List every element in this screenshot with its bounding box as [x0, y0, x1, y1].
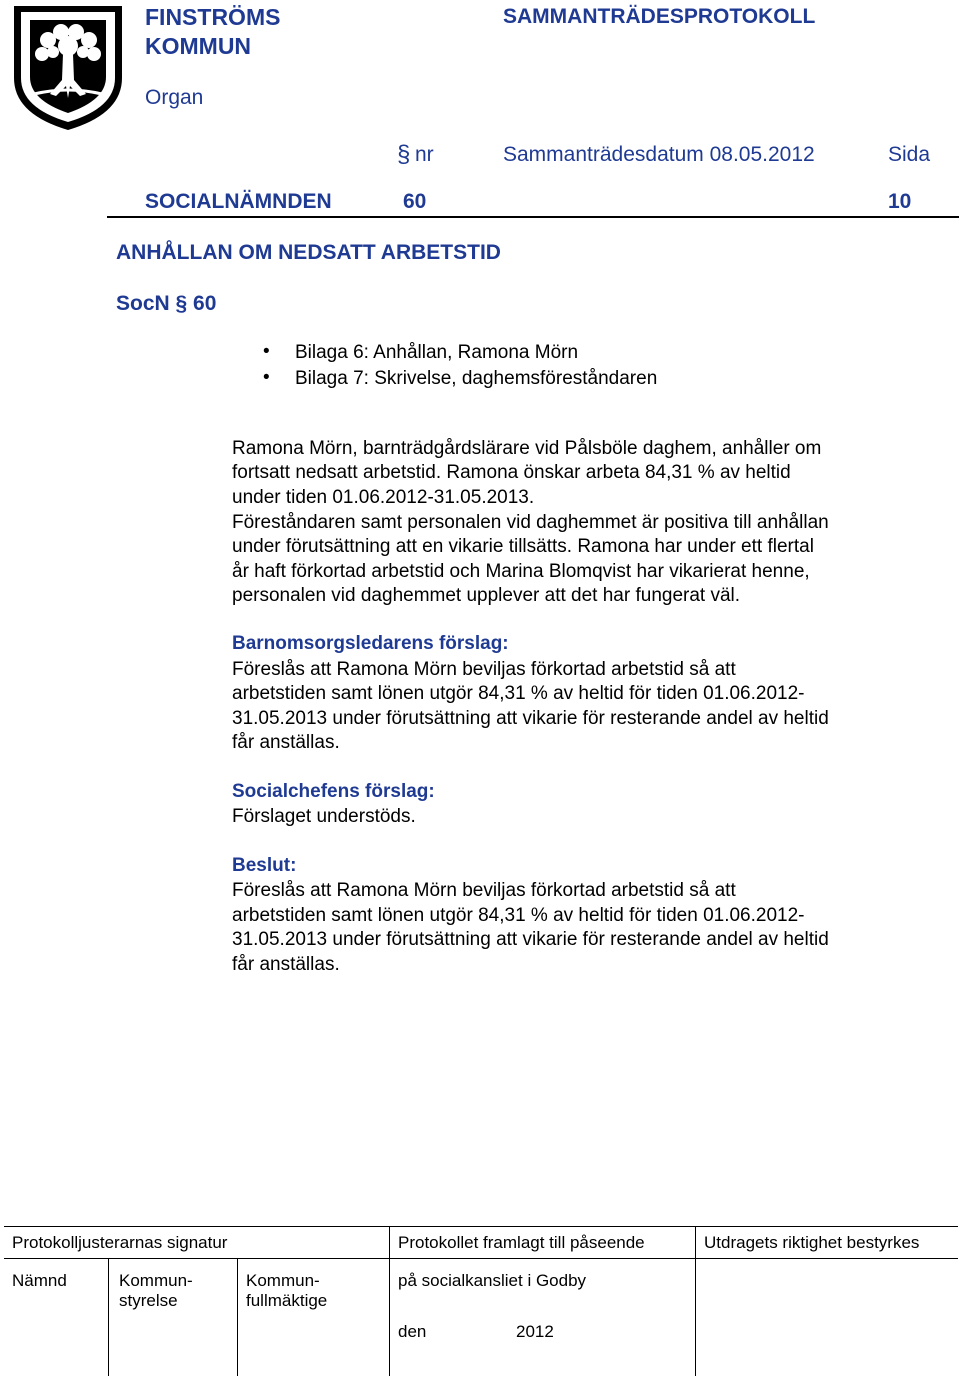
footer-divider [237, 1258, 238, 1376]
page-label: Sida [888, 143, 931, 166]
attachment-bullet: • [263, 367, 270, 388]
proposal-line: får anställas. [232, 732, 340, 753]
extract-label: Utdragets riktighet bestyrkes [704, 1233, 920, 1252]
council-label-line1: Kommun- [246, 1271, 320, 1290]
paragraph-symbol: § [397, 141, 411, 168]
municipality-name-line2: KOMMUN [145, 33, 252, 59]
nr-label: nr [415, 143, 434, 166]
meeting-date: Sammanträdesdatum 08.05.2012 [503, 143, 815, 166]
footer-divider [108, 1258, 109, 1376]
body-line: fortsatt nedsatt arbetstid. Ramona önskar arbeta 84,31 % av heltid [232, 462, 791, 483]
proposal-heading: Socialchefens förslag: [232, 781, 435, 802]
municipality-name-line1: FINSTRÖMS [145, 4, 281, 30]
presented-year: 2012 [516, 1322, 554, 1341]
proposal-line: 31.05.2013 under förutsättning att vikarie för resterande andel av heltid [232, 708, 829, 729]
decision-line: arbetstiden samt lönen utgör 84,31 % av heltid för tiden 01.06.2012- [232, 905, 805, 926]
matter-heading: ANHÅLLAN OM NEDSATT ARBETSTID [116, 241, 501, 264]
presented-date-prefix: den [398, 1322, 427, 1341]
footer-divider [389, 1226, 390, 1376]
decision-line: Föreslås att Ramona Mörn beviljas förkortad arbetstid så att [232, 880, 736, 901]
attachment-bullet: • [263, 341, 270, 362]
decision-heading: Beslut: [232, 855, 297, 876]
decision-line: får anställas. [232, 954, 340, 975]
body-line: Föreståndaren samt personalen vid daghemmet är positiva till anhållan [232, 512, 829, 533]
organ-label: Organ [145, 86, 204, 109]
municipal-board-label-line2: styrelse [119, 1291, 178, 1310]
footer-top-border [4, 1226, 958, 1227]
proposal-line: Föreslås att Ramona Mörn beviljas förkortad arbetstid så att [232, 659, 736, 680]
body-line: Ramona Mörn, barnträdgårdslärare vid Pålsböle daghem, anhåller om [232, 438, 822, 459]
header-divider [107, 216, 959, 218]
municipality-coat-of-arms [8, 2, 128, 134]
presented-label: Protokollet framlagt till påseende [398, 1233, 645, 1252]
paragraph-number: 60 [403, 190, 427, 213]
municipal-board-label-line1: Kommun- [119, 1271, 193, 1290]
body-line: under förutsättning att en vikarie tillsätts. Ramona har under ett flertal [232, 536, 814, 557]
proposal-heading: Barnomsorgsledarens förslag: [232, 633, 509, 654]
protocol-title: SAMMANTRÄDESPROTOKOLL [503, 5, 816, 28]
footer-mid-border [4, 1258, 958, 1259]
page-number: 10 [888, 190, 912, 213]
signature-label: Protokolljusterarnas signatur [12, 1233, 228, 1252]
attachment-item: Bilaga 7: Skrivelse, daghemsföreståndaren [295, 368, 658, 389]
attachment-item: Bilaga 6: Anhållan, Ramona Mörn [295, 342, 579, 363]
footer-divider [695, 1226, 696, 1376]
proposal-line: arbetstiden samt lönen utgör 84,31 % av heltid för tiden 01.06.2012- [232, 683, 805, 704]
body-line: under tiden 01.06.2012-31.05.2013. [232, 487, 535, 508]
council-label-line2: fullmäktige [246, 1291, 328, 1310]
board-label: Nämnd [12, 1271, 67, 1290]
proposal-line: Förslaget understöds. [232, 806, 416, 827]
body-line: år haft förkortad arbetstid och Marina Blomqvist har vikarierat henne, [232, 561, 810, 582]
presented-place: på socialkansliet i Godby [398, 1271, 587, 1290]
section-reference: SocN § 60 [116, 292, 217, 315]
organ-name: SOCIALNÄMNDEN [145, 190, 332, 213]
body-line: personalen vid daghemmet upplever att det har fungerat väl. [232, 585, 741, 606]
decision-line: 31.05.2013 under förutsättning att vikarie för resterande andel av heltid [232, 929, 829, 950]
